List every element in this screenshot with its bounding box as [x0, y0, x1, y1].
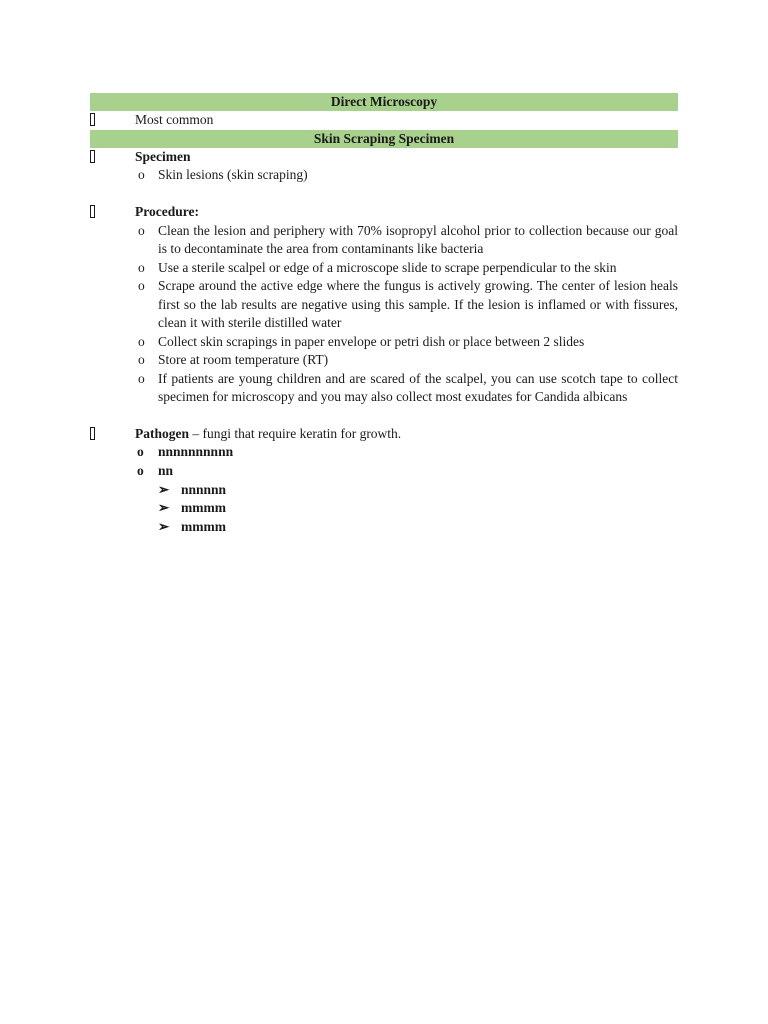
list-item-specimen — [90, 148, 678, 167]
pathogen-line — [90, 425, 678, 444]
circle-bullet-icon: o — [138, 222, 145, 238]
pathogen-sub-sub-item-text: nnnnnn — [181, 481, 227, 497]
procedure-step-text: Use a sterile scalpel or edge of a microscope slide to scrape perpendicular to the skin — [158, 259, 617, 275]
document-page — [90, 93, 678, 537]
pathogen-heading: Pathogen — [135, 425, 189, 441]
section-header-direct-microscopy: Direct Microscopy — [90, 93, 678, 111]
list-item-most-common — [90, 111, 678, 130]
procedure-step-text: Collect skin scrapings in paper envelope or petri dish or place between 2 slides — [158, 333, 585, 349]
procedure-step-text: Store at room temperature (RT) — [158, 352, 329, 368]
arrow-bullet-icon: ➢ — [158, 481, 170, 497]
list-item-procedure — [90, 203, 678, 222]
pathogen-sub-item-text: nnnnnnnnnn — [158, 444, 234, 460]
pathogen-sub-sub-item — [90, 499, 678, 518]
specimen-sub-item-text: Skin lesions (skin scraping) — [158, 167, 308, 183]
circle-bullet-icon: o — [138, 352, 145, 368]
square-bullet-icon — [90, 148, 100, 167]
pathogen-sub-sub-item — [90, 518, 678, 537]
pathogen-text: – fungi that require keratin for growth. — [189, 425, 402, 441]
procedure-step — [90, 222, 678, 259]
procedure-step-text: Scrape around the active edge where the fungus is actively growing. The center of lesion heals first so the lab results are negative using this sample. If the lesion is inflamed or with fissures, clean it with sterile distilled water — [158, 278, 678, 331]
pathogen-sub-item — [90, 462, 678, 481]
arrow-bullet-icon: ➢ — [158, 500, 170, 516]
square-bullet-icon — [90, 425, 100, 444]
circle-bullet-icon: o — [137, 444, 144, 460]
pathogen-sub-item — [90, 443, 678, 462]
circle-bullet-icon: o — [138, 259, 145, 275]
square-bullet-icon — [90, 203, 100, 222]
circle-bullet-icon: o — [137, 463, 144, 479]
specimen-heading: Specimen — [135, 148, 191, 164]
procedure-step — [90, 333, 678, 352]
pathogen-sub-item-text: nn — [158, 463, 174, 479]
procedure-step — [90, 259, 678, 278]
procedure-step — [90, 277, 678, 333]
list-item-text: Most common — [135, 112, 214, 127]
circle-bullet-icon: o — [138, 333, 145, 349]
procedure-step-text: If patients are young children and are scared of the scalpel, you can use scotch tape to collect specimen for microscopy and you may also collect most exudates for Candida albicans — [158, 370, 678, 405]
square-bullet-icon — [90, 111, 100, 130]
list-item-pathogen — [90, 425, 678, 444]
specimen-sub-item — [90, 166, 678, 185]
procedure-step — [90, 370, 678, 407]
procedure-heading: Procedure: — [135, 203, 199, 219]
procedure-step-text: Clean the lesion and periphery with 70% isopropyl alcohol prior to collection because our goal is to decontaminate the area from contaminants like bacteria — [158, 222, 678, 257]
section-header-skin-scraping: Skin Scraping Specimen — [90, 130, 678, 148]
pathogen-sub-sub-item-text: mmmm — [181, 500, 226, 516]
circle-bullet-icon: o — [138, 370, 145, 386]
circle-bullet-icon: o — [138, 278, 145, 294]
circle-bullet-icon: o — [138, 167, 145, 183]
pathogen-sub-sub-item — [90, 481, 678, 500]
arrow-bullet-icon: ➢ — [158, 519, 170, 535]
pathogen-sub-sub-item-text: mmmm — [181, 519, 226, 535]
procedure-step — [90, 351, 678, 370]
